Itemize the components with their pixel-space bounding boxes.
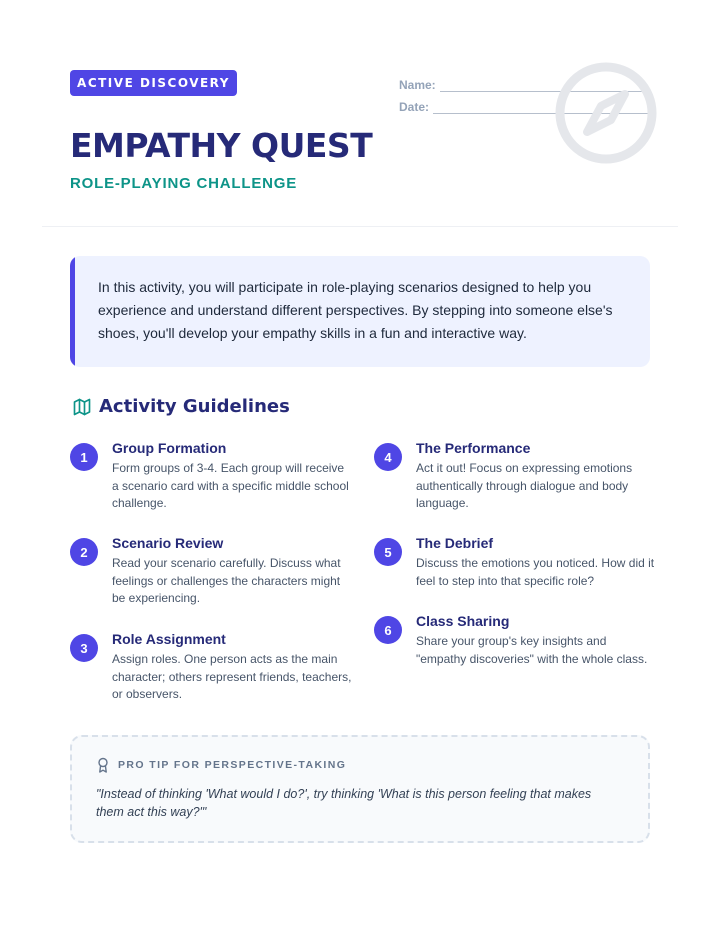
map-icon <box>72 397 92 417</box>
pro-tip-box <box>70 735 650 843</box>
award-icon <box>96 757 110 773</box>
step-number: 3 <box>70 634 98 662</box>
header-divider <box>42 226 678 227</box>
guidelines-heading <box>72 396 290 417</box>
step-description: Assign roles. One person acts as the main character; others represent friends, teachers, or observers. <box>112 652 352 702</box>
step-title: Role Assignment <box>112 631 226 647</box>
pro-tip-heading-text: PRO TIP FOR PERSPECTIVE-TAKING <box>118 759 347 771</box>
step-description: Share your group's key insights and "empathy discoveries" with the whole class. <box>416 634 648 666</box>
pro-tip-quote: "Instead of thinking 'What would I do?', try thinking 'What is this person feeling that makes them act this way?'" <box>96 787 592 819</box>
step-number: 1 <box>70 443 98 471</box>
step-title: Group Formation <box>112 440 227 456</box>
activity-badge: ACTIVE DISCOVERY <box>70 70 237 96</box>
step-description: Read your scenario carefully. Discuss what feelings or challenges the characters might be experiencing. <box>112 556 341 606</box>
step-number: 2 <box>70 538 98 566</box>
pro-tip-heading <box>96 757 346 773</box>
step-title: Scenario Review <box>112 535 224 551</box>
step-number: 6 <box>374 616 402 644</box>
intro-text: In this activity, you will participate in role-playing scenarios designed to help you experience and understand different perspectives. By stepping into someone else's shoes, you'll develop your empathy skills in a fun and interactive way. <box>98 279 613 341</box>
name-label: Name: <box>399 78 436 92</box>
step-number: 5 <box>374 538 402 566</box>
intro-box <box>70 256 650 367</box>
page-subtitle: ROLE-PLAYING CHALLENGE <box>70 175 298 192</box>
page-title: EMPATHY QUEST <box>70 126 373 165</box>
date-label: Date: <box>399 100 430 114</box>
step-number: 4 <box>374 443 402 471</box>
step-title: The Performance <box>416 440 531 456</box>
step-description: Act it out! Focus on expressing emotions authentically through dialogue and body language. <box>416 461 633 511</box>
step-title: Class Sharing <box>416 613 510 629</box>
compass-icon <box>553 60 659 166</box>
step-title: The Debrief <box>416 535 494 551</box>
step-description: Discuss the emotions you noticed. How did it feel to step into that specific role? <box>416 556 655 588</box>
step-description: Form groups of 3-4. Each group will receive a scenario card with a specific middle school challenge. <box>112 461 349 511</box>
guidelines-heading-text: Activity Guidelines <box>99 396 290 417</box>
